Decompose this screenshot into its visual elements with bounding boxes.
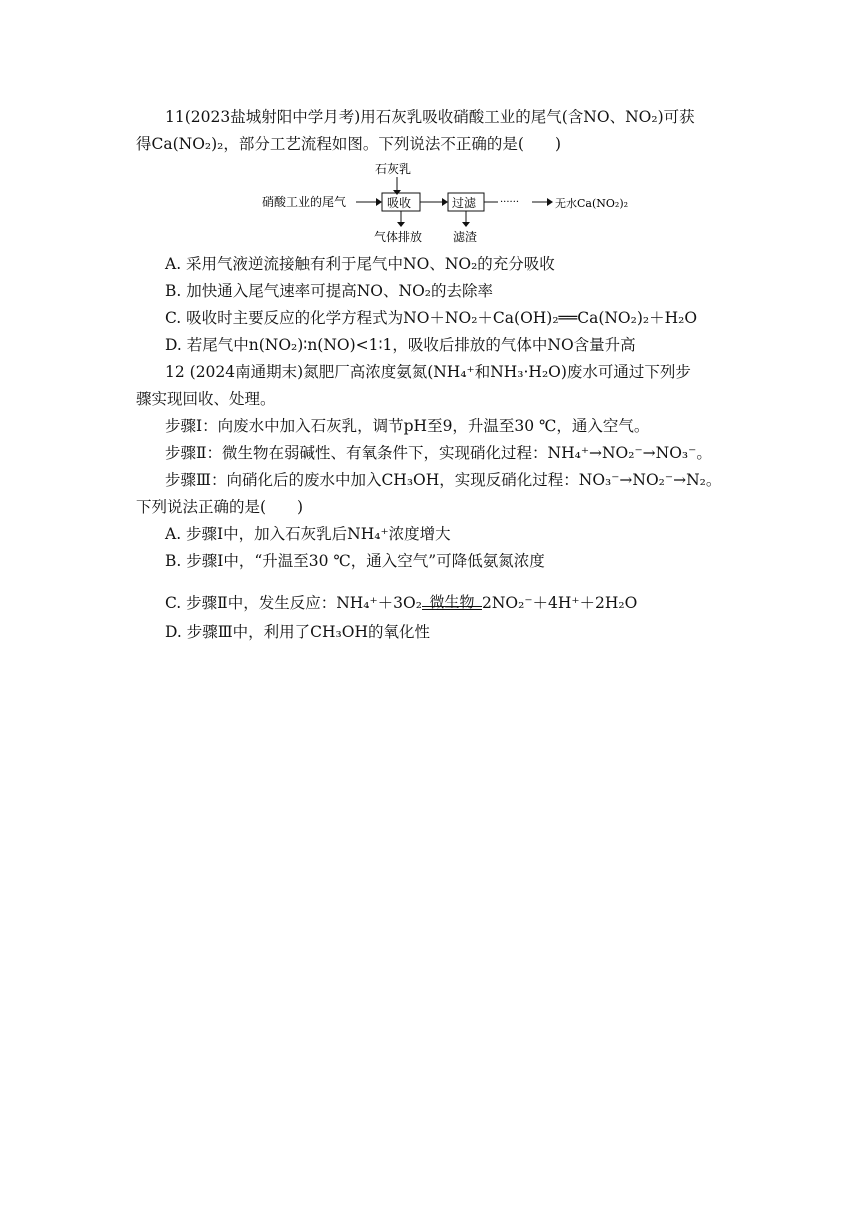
diagram-input-top: 石灰乳 <box>375 162 412 176</box>
q12-option-c-post: 2NO₂⁻＋4H⁺＋2H₂O <box>481 594 638 612</box>
reaction-condition <box>422 593 482 611</box>
q11-option-a: A. 采用气液逆流接触有利于尾气中NO、NO₂的充分吸收 <box>165 255 555 273</box>
q11-option-d: D. 若尾气中n(NO₂)∶n(NO)<1∶1，吸收后排放的气体中NO含量升高 <box>165 336 636 354</box>
q11-option-c: C. 吸收时主要反应的化学方程式为NO＋NO₂＋Ca(OH)₂══Ca(NO₂)₂＋H₂O <box>165 309 698 327</box>
q11-option-b: B. 加快通入尾气速率可提高NO、NO₂的去除率 <box>165 282 493 300</box>
q12-option-a: A. 步骤Ⅰ中，加入石灰乳后NH₄⁺浓度增大 <box>165 525 451 543</box>
q12-option-c-pre: C. 步骤Ⅱ中，发生反应：NH₄⁺＋3O₂ <box>165 594 422 612</box>
diagram-product: 无水Ca(NO₂)₂ <box>555 197 629 210</box>
q11-stem-line1: 11(2023盐城射阳中学月考)用石灰乳吸收硝酸工业的尾气(含NO、NO₂)可获 <box>165 108 695 126</box>
diagram-source: 硝酸工业的尾气 <box>262 195 347 209</box>
q12-step1: 步骤Ⅰ：向废水中加入石灰乳，调节pH至9，升温至30 ℃，通入空气。 <box>165 417 650 435</box>
q12-question: 下列说法正确的是( ) <box>136 498 304 516</box>
q12-stem-line1: 12 (2024南通期末)氮肥厂高浓度氨氮(NH₄⁺和NH₃·H₂O)废水可通过下列步 <box>165 363 691 381</box>
q12-step2: 步骤Ⅱ：微生物在弱碱性、有氧条件下，实现硝化过程：NH₄⁺→NO₂⁻→NO₃⁻。 <box>165 444 712 462</box>
diagram-box2-label: 过滤 <box>452 196 477 210</box>
q12-stem-line2: 骤实现回收、处理。 <box>136 390 276 408</box>
q12-option-d: D. 步骤Ⅲ中，利用了CH₃OH的氧化性 <box>165 623 430 641</box>
q12-option-c <box>165 593 637 613</box>
q11-stem-line2: 得Ca(NO₂)₂，部分工艺流程如图。下列说法不正确的是( ) <box>136 135 561 153</box>
q12-step3: 步骤Ⅲ：向硝化后的废水中加入CH₃OH，实现反硝化过程：NO₃⁻→NO₂⁻→N₂。 <box>165 471 722 489</box>
q12-option-b: B. 步骤Ⅰ中，“升温至30 ℃，通入空气”可降低氨氮浓度 <box>165 552 545 570</box>
diagram-out1: 气体排放 <box>374 230 423 244</box>
q11-process-flow-diagram <box>262 160 662 246</box>
diagram-box1-label: 吸收 <box>387 196 412 210</box>
diagram-out2: 滤渣 <box>453 230 478 244</box>
reaction-condition-label: 微生物 <box>429 593 475 611</box>
diagram-dots: ······ <box>500 197 520 208</box>
